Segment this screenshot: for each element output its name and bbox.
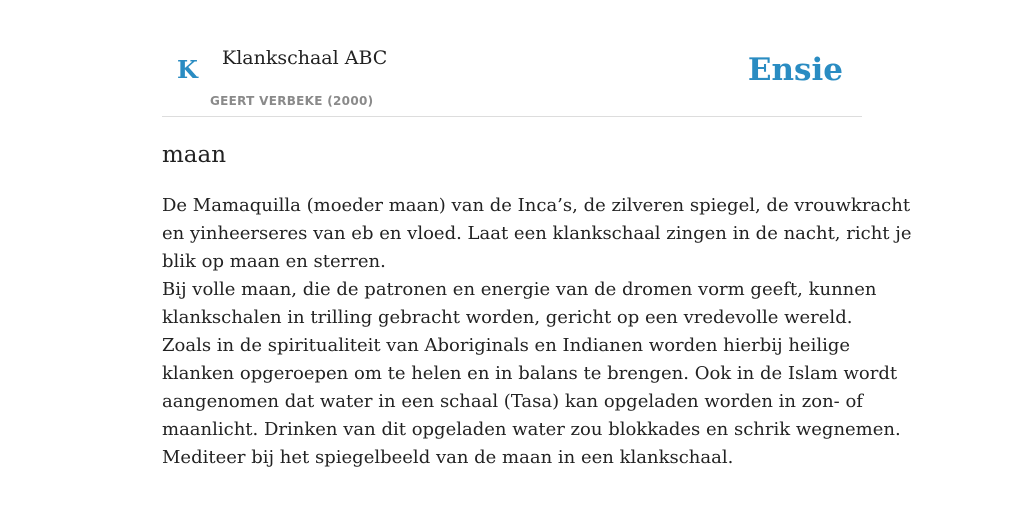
book-logo[interactable]: K: [177, 55, 198, 84]
definition-line: en yinheerseres van eb en vloed. Laat een klankschaal zingen in de nacht, richt je: [162, 223, 912, 244]
book-author: GEERT VERBEKE (2000): [210, 94, 374, 108]
definition-line: blik op maan en sterren.: [162, 251, 386, 272]
definition-line: maanlicht. Drinken van dit opgeladen water zou blokkades en schrik wegnemen.: [162, 419, 901, 440]
definition-line: De Mamaquilla (moeder maan) van de Inca’s, de zilveren spiegel, de vrouwkracht: [162, 195, 911, 216]
definition-line: Zoals in de spiritualiteit van Aboriginals en Indianen worden hierbij heilige: [162, 335, 851, 356]
definition-line: aangenomen dat water in een schaal (Tasa) kan opgeladen worden in zon- of: [162, 391, 863, 412]
header: [162, 0, 862, 117]
book-title-link[interactable]: Klankschaal ABC: [222, 47, 388, 69]
entry-definition: [162, 192, 912, 472]
definition-line: klanken opgeroepen om te helen en in balans te brengen. Ook in de Islam wordt: [162, 363, 898, 384]
brand-logo[interactable]: Ensie: [747, 52, 843, 88]
definition-line: Bij volle maan, die de patronen en energie van de dromen vorm geeft, kunnen: [162, 279, 877, 300]
entry-term: maan: [162, 142, 227, 168]
definition-line: Mediteer bij het spiegelbeeld van de maan in een klankschaal.: [162, 447, 734, 468]
definition-line: klankschalen in trilling gebracht worden, gericht op een vredevolle wereld.: [162, 307, 853, 328]
